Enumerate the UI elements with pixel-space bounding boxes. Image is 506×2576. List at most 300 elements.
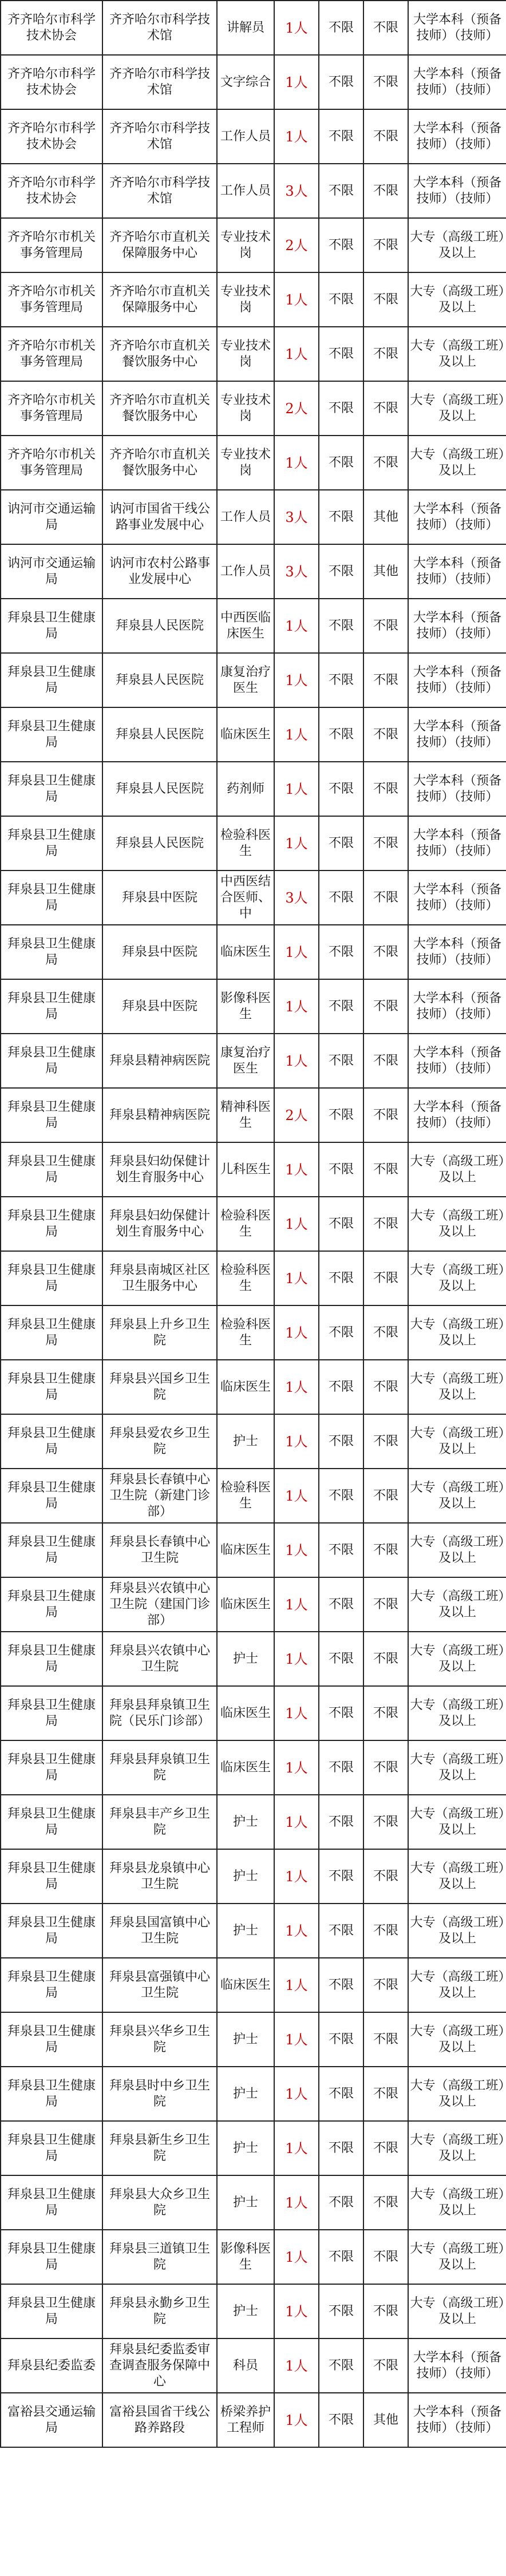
unit-cell: 拜泉县兴华乡卫生院 <box>102 2012 217 2067</box>
other-requirement-cell: 不限 <box>363 1469 408 1523</box>
unit-cell: 齐齐哈尔市科学技术馆 <box>102 55 217 109</box>
department-cell: 拜泉县卫生健康局 <box>1 2230 102 2284</box>
other-requirement-cell: 不限 <box>363 1958 408 2012</box>
unit-cell: 拜泉县人民医院 <box>102 762 217 816</box>
other-requirement-cell: 不限 <box>363 1414 408 1469</box>
requirement-cell: 不限 <box>319 2067 363 2121</box>
department-cell: 齐齐哈尔市机关事务管理局 <box>1 436 102 490</box>
table-body <box>1 1 506 2447</box>
education-cell: 大学本科（预备技师）（技师） <box>408 870 506 925</box>
unit-cell: 拜泉县拜泉镇卫生院 <box>102 1740 217 1795</box>
department-cell: 拜泉县卫生健康局 <box>1 2067 102 2121</box>
position-cell: 工作人员 <box>217 164 274 218</box>
education-cell: 大专（高级工班）及以上 <box>408 1849 506 1904</box>
headcount-cell: 2人 <box>274 218 319 272</box>
requirement-cell: 不限 <box>319 164 363 218</box>
other-requirement-cell: 不限 <box>363 1795 408 1849</box>
position-cell: 检验科医生 <box>217 1197 274 1251</box>
department-cell: 拜泉县卫生健康局 <box>1 925 102 979</box>
education-cell: 大学本科（预备技师）（技师） <box>408 164 506 218</box>
headcount-cell: 1人 <box>274 2338 319 2393</box>
department-cell: 拜泉县卫生健康局 <box>1 1577 102 1632</box>
requirement-cell: 不限 <box>319 2230 363 2284</box>
education-cell: 大学本科（预备技师）（技师） <box>408 1 506 55</box>
education-cell: 大学本科（预备技师）（技师） <box>408 762 506 816</box>
education-cell: 大学本科（预备技师）（技师） <box>408 544 506 599</box>
position-cell: 检验科医生 <box>217 816 274 870</box>
position-cell: 护士 <box>217 1904 274 1958</box>
headcount-cell: 1人 <box>274 925 319 979</box>
position-cell: 护士 <box>217 2121 274 2175</box>
department-cell: 拜泉县卫生健康局 <box>1 2121 102 2175</box>
education-cell: 大专（高级工班）及以上 <box>408 1523 506 1577</box>
position-cell: 工作人员 <box>217 544 274 599</box>
other-requirement-cell: 其他 <box>363 2393 408 2447</box>
department-cell: 拜泉县卫生健康局 <box>1 599 102 653</box>
position-cell: 临床医生 <box>217 925 274 979</box>
requirement-cell: 不限 <box>319 1904 363 1958</box>
position-cell: 中西医临床医生 <box>217 599 274 653</box>
requirement-cell: 不限 <box>319 1142 363 1197</box>
education-cell: 大专（高级工班）及以上 <box>408 1469 506 1523</box>
requirement-cell: 不限 <box>319 599 363 653</box>
headcount-cell: 1人 <box>274 816 319 870</box>
position-cell: 中西医结合医师、中 <box>217 870 274 925</box>
unit-cell: 齐齐哈尔市科学技术馆 <box>102 1 217 55</box>
education-cell: 大专（高级工班）及以上 <box>408 1740 506 1795</box>
requirement-cell: 不限 <box>319 327 363 381</box>
table-row <box>1 1088 506 1142</box>
position-cell: 药剂师 <box>217 762 274 816</box>
department-cell: 齐齐哈尔市机关事务管理局 <box>1 218 102 272</box>
department-cell: 拜泉县卫生健康局 <box>1 2175 102 2230</box>
other-requirement-cell: 不限 <box>363 2230 408 2284</box>
position-cell: 检验科医生 <box>217 1469 274 1523</box>
other-requirement-cell: 不限 <box>363 2012 408 2067</box>
position-cell: 影像科医生 <box>217 979 274 1034</box>
department-cell: 齐齐哈尔市机关事务管理局 <box>1 381 102 436</box>
position-cell: 护士 <box>217 1849 274 1904</box>
requirement-cell: 不限 <box>319 2175 363 2230</box>
unit-cell: 拜泉县妇幼保健计划生育服务中心 <box>102 1142 217 1197</box>
requirement-cell: 不限 <box>319 925 363 979</box>
education-cell: 大专（高级工班）及以上 <box>408 327 506 381</box>
department-cell: 拜泉县卫生健康局 <box>1 653 102 707</box>
other-requirement-cell: 不限 <box>363 870 408 925</box>
requirement-cell: 不限 <box>319 1 363 55</box>
unit-cell: 齐齐哈尔市科学技术馆 <box>102 164 217 218</box>
requirement-cell: 不限 <box>319 653 363 707</box>
headcount-cell: 1人 <box>274 707 319 762</box>
headcount-cell: 1人 <box>274 1795 319 1849</box>
requirement-cell: 不限 <box>319 979 363 1034</box>
department-cell: 富裕县交通运输局 <box>1 2393 102 2447</box>
education-cell: 大学本科（预备技师）（技师） <box>408 653 506 707</box>
table-row <box>1 2012 506 2067</box>
unit-cell: 齐齐哈尔市直机关保障服务中心 <box>102 218 217 272</box>
position-cell: 讲解员 <box>217 1 274 55</box>
position-cell: 临床医生 <box>217 1686 274 1740</box>
position-cell: 精神科医生 <box>217 1088 274 1142</box>
table-row <box>1 1360 506 1414</box>
department-cell: 拜泉县卫生健康局 <box>1 1088 102 1142</box>
table-row <box>1 1197 506 1251</box>
table-row <box>1 1251 506 1305</box>
requirement-cell: 不限 <box>319 490 363 544</box>
other-requirement-cell: 不限 <box>363 436 408 490</box>
education-cell: 大学本科（预备技师）（技师） <box>408 109 506 164</box>
table-row <box>1 1469 506 1523</box>
table-row <box>1 490 506 544</box>
department-cell: 拜泉县卫生健康局 <box>1 1360 102 1414</box>
unit-cell: 拜泉县精神病医院 <box>102 1088 217 1142</box>
department-cell: 拜泉县卫生健康局 <box>1 1523 102 1577</box>
education-cell: 大专（高级工班）及以上 <box>408 1904 506 1958</box>
education-cell: 大专（高级工班）及以上 <box>408 2012 506 2067</box>
requirement-cell: 不限 <box>319 1577 363 1632</box>
education-cell: 大专（高级工班）及以上 <box>408 218 506 272</box>
headcount-cell: 1人 <box>274 1958 319 2012</box>
requirement-cell: 不限 <box>319 2393 363 2447</box>
department-cell: 齐齐哈尔市机关事务管理局 <box>1 327 102 381</box>
headcount-cell: 1人 <box>274 2393 319 2447</box>
headcount-cell: 1人 <box>274 2012 319 2067</box>
table-row <box>1 2393 506 2447</box>
department-cell: 拜泉县卫生健康局 <box>1 1795 102 1849</box>
table-row <box>1 55 506 109</box>
education-cell: 大专（高级工班）及以上 <box>408 1577 506 1632</box>
headcount-cell: 3人 <box>274 544 319 599</box>
table-row <box>1 979 506 1034</box>
department-cell: 拜泉县卫生健康局 <box>1 1305 102 1360</box>
other-requirement-cell: 不限 <box>363 218 408 272</box>
position-cell: 专业技术岗 <box>217 218 274 272</box>
headcount-cell: 1人 <box>274 1523 319 1577</box>
other-requirement-cell: 不限 <box>363 1523 408 1577</box>
requirement-cell: 不限 <box>319 2121 363 2175</box>
department-cell: 齐齐哈尔市科学技术协会 <box>1 109 102 164</box>
other-requirement-cell: 不限 <box>363 1360 408 1414</box>
requirement-cell: 不限 <box>319 272 363 327</box>
table-row <box>1 164 506 218</box>
position-cell: 临床医生 <box>217 1958 274 2012</box>
education-cell: 大学本科（预备技师）（技师） <box>408 1034 506 1088</box>
department-cell: 拜泉县卫生健康局 <box>1 1740 102 1795</box>
headcount-cell: 2人 <box>274 381 319 436</box>
requirement-cell: 不限 <box>319 1958 363 2012</box>
table-row <box>1 436 506 490</box>
unit-cell: 拜泉县国富镇中心卫生院 <box>102 1904 217 1958</box>
requirement-cell: 不限 <box>319 1849 363 1904</box>
headcount-cell: 1人 <box>274 1577 319 1632</box>
position-cell: 护士 <box>217 1632 274 1686</box>
table-row <box>1 2338 506 2393</box>
education-cell: 大学本科（预备技师）（技师） <box>408 1088 506 1142</box>
education-cell: 大专（高级工班）及以上 <box>408 1142 506 1197</box>
headcount-cell: 1人 <box>274 55 319 109</box>
education-cell: 大专（高级工班）及以上 <box>408 1305 506 1360</box>
position-cell: 专业技术岗 <box>217 272 274 327</box>
education-cell: 大专（高级工班）及以上 <box>408 436 506 490</box>
education-cell: 大专（高级工班）及以上 <box>408 1632 506 1686</box>
education-cell: 大学本科（预备技师）（技师） <box>408 599 506 653</box>
other-requirement-cell: 不限 <box>363 599 408 653</box>
other-requirement-cell: 不限 <box>363 653 408 707</box>
education-cell: 大专（高级工班）及以上 <box>408 2121 506 2175</box>
requirement-cell: 不限 <box>319 1251 363 1305</box>
position-cell: 护士 <box>217 2067 274 2121</box>
unit-cell: 拜泉县南城区社区卫生服务中心 <box>102 1251 217 1305</box>
headcount-cell: 1人 <box>274 1740 319 1795</box>
unit-cell: 齐齐哈尔市直机关餐饮服务中心 <box>102 381 217 436</box>
education-cell: 大学本科（预备技师）（技师） <box>408 2338 506 2393</box>
education-cell: 大专（高级工班）及以上 <box>408 381 506 436</box>
other-requirement-cell: 不限 <box>363 1142 408 1197</box>
table-row <box>1 653 506 707</box>
unit-cell: 齐齐哈尔市直机关保障服务中心 <box>102 272 217 327</box>
table-row <box>1 2284 506 2338</box>
headcount-cell: 1人 <box>274 1849 319 1904</box>
position-cell: 桥梁养护工程师 <box>217 2393 274 2447</box>
unit-cell: 拜泉县兴农镇中心卫生院（建国门诊部） <box>102 1577 217 1632</box>
table-row <box>1 1414 506 1469</box>
department-cell: 拜泉县卫生健康局 <box>1 1904 102 1958</box>
table-row <box>1 1305 506 1360</box>
requirement-cell: 不限 <box>319 1088 363 1142</box>
headcount-cell: 1人 <box>274 979 319 1034</box>
headcount-cell: 1人 <box>274 1632 319 1686</box>
unit-cell: 拜泉县上升乡卫生院 <box>102 1305 217 1360</box>
headcount-cell: 1人 <box>274 2175 319 2230</box>
department-cell: 拜泉县卫生健康局 <box>1 1414 102 1469</box>
headcount-cell: 1人 <box>274 599 319 653</box>
department-cell: 拜泉县卫生健康局 <box>1 2012 102 2067</box>
requirement-cell: 不限 <box>319 707 363 762</box>
table-row <box>1 707 506 762</box>
headcount-cell: 1人 <box>274 1034 319 1088</box>
headcount-cell: 1人 <box>274 1360 319 1414</box>
headcount-cell: 1人 <box>274 2284 319 2338</box>
headcount-cell: 2人 <box>274 1088 319 1142</box>
position-cell: 儿科医生 <box>217 1142 274 1197</box>
other-requirement-cell: 其他 <box>363 544 408 599</box>
department-cell: 拜泉县卫生健康局 <box>1 979 102 1034</box>
requirement-cell: 不限 <box>319 381 363 436</box>
unit-cell: 讷河市国省干线公路事业发展中心 <box>102 490 217 544</box>
unit-cell: 拜泉县中医院 <box>102 979 217 1034</box>
table-row <box>1 2230 506 2284</box>
other-requirement-cell: 不限 <box>363 2338 408 2393</box>
education-cell: 大学本科（预备技师）（技师） <box>408 2393 506 2447</box>
other-requirement-cell: 其他 <box>363 490 408 544</box>
other-requirement-cell: 不限 <box>363 1197 408 1251</box>
table-row <box>1 1795 506 1849</box>
table-row <box>1 2175 506 2230</box>
requirement-cell: 不限 <box>319 1305 363 1360</box>
unit-cell: 拜泉县丰产乡卫生院 <box>102 1795 217 1849</box>
requirement-cell: 不限 <box>319 2012 363 2067</box>
education-cell: 大学本科（预备技师）（技师） <box>408 490 506 544</box>
education-cell: 大专（高级工班）及以上 <box>408 1958 506 2012</box>
unit-cell: 齐齐哈尔市直机关餐饮服务中心 <box>102 327 217 381</box>
department-cell: 齐齐哈尔市科学技术协会 <box>1 164 102 218</box>
other-requirement-cell: 不限 <box>363 1251 408 1305</box>
unit-cell: 拜泉县中医院 <box>102 870 217 925</box>
unit-cell: 拜泉县兴国乡卫生院 <box>102 1360 217 1414</box>
position-cell: 影像科医生 <box>217 2230 274 2284</box>
department-cell: 拜泉县卫生健康局 <box>1 816 102 870</box>
table-row <box>1 272 506 327</box>
department-cell: 拜泉县纪委监委 <box>1 2338 102 2393</box>
position-cell: 护士 <box>217 2012 274 2067</box>
department-cell: 讷河市交通运输局 <box>1 544 102 599</box>
unit-cell: 拜泉县爱农乡卫生院 <box>102 1414 217 1469</box>
other-requirement-cell: 不限 <box>363 1034 408 1088</box>
requirement-cell: 不限 <box>319 436 363 490</box>
requirement-cell: 不限 <box>319 1632 363 1686</box>
requirement-cell: 不限 <box>319 544 363 599</box>
position-cell: 护士 <box>217 2284 274 2338</box>
unit-cell: 拜泉县人民医院 <box>102 599 217 653</box>
headcount-cell: 1人 <box>274 1197 319 1251</box>
position-cell: 专业技术岗 <box>217 327 274 381</box>
headcount-cell: 1人 <box>274 1251 319 1305</box>
other-requirement-cell: 不限 <box>363 1088 408 1142</box>
table-row <box>1 1142 506 1197</box>
position-cell: 工作人员 <box>217 109 274 164</box>
unit-cell: 拜泉县长春镇中心卫生院 <box>102 1523 217 1577</box>
department-cell: 拜泉县卫生健康局 <box>1 762 102 816</box>
unit-cell: 拜泉县三道镇卫生院 <box>102 2230 217 2284</box>
unit-cell: 拜泉县兴农镇中心卫生院 <box>102 1632 217 1686</box>
unit-cell: 拜泉县新生乡卫生院 <box>102 2121 217 2175</box>
unit-cell: 拜泉县永勤乡卫生院 <box>102 2284 217 2338</box>
unit-cell: 齐齐哈尔市科学技术馆 <box>102 109 217 164</box>
other-requirement-cell: 不限 <box>363 1 408 55</box>
education-cell: 大专（高级工班）及以上 <box>408 2175 506 2230</box>
headcount-cell: 1人 <box>274 1686 319 1740</box>
position-cell: 工作人员 <box>217 490 274 544</box>
headcount-cell: 1人 <box>274 1142 319 1197</box>
department-cell: 拜泉县卫生健康局 <box>1 870 102 925</box>
table-row <box>1 381 506 436</box>
table-row <box>1 1523 506 1577</box>
position-cell: 护士 <box>217 2175 274 2230</box>
position-cell: 专业技术岗 <box>217 436 274 490</box>
position-cell: 康复治疗医生 <box>217 653 274 707</box>
education-cell: 大学本科（预备技师）（技师） <box>408 816 506 870</box>
other-requirement-cell: 不限 <box>363 979 408 1034</box>
unit-cell: 拜泉县人民医院 <box>102 653 217 707</box>
education-cell: 大专（高级工班）及以上 <box>408 2230 506 2284</box>
position-cell: 科员 <box>217 2338 274 2393</box>
other-requirement-cell: 不限 <box>363 1305 408 1360</box>
education-cell: 大专（高级工班）及以上 <box>408 1360 506 1414</box>
position-cell: 临床医生 <box>217 707 274 762</box>
table-row <box>1 1686 506 1740</box>
table-row <box>1 816 506 870</box>
department-cell: 拜泉县卫生健康局 <box>1 1034 102 1088</box>
table-row <box>1 1 506 55</box>
requirement-cell: 不限 <box>319 1034 363 1088</box>
table-row <box>1 327 506 381</box>
table-row <box>1 1034 506 1088</box>
table-row <box>1 925 506 979</box>
unit-cell: 讷河市农村公路事业发展中心 <box>102 544 217 599</box>
other-requirement-cell: 不限 <box>363 1686 408 1740</box>
headcount-cell: 1人 <box>274 272 319 327</box>
requirement-cell: 不限 <box>319 1469 363 1523</box>
position-cell: 临床医生 <box>217 1740 274 1795</box>
department-cell: 齐齐哈尔市科学技术协会 <box>1 55 102 109</box>
requirement-cell: 不限 <box>319 109 363 164</box>
requirement-cell: 不限 <box>319 1795 363 1849</box>
unit-cell: 拜泉县人民医院 <box>102 707 217 762</box>
department-cell: 拜泉县卫生健康局 <box>1 1251 102 1305</box>
education-cell: 大专（高级工班）及以上 <box>408 2284 506 2338</box>
table-row <box>1 1958 506 2012</box>
position-cell: 临床医生 <box>217 1360 274 1414</box>
headcount-cell: 1人 <box>274 109 319 164</box>
education-cell: 大学本科（预备技师）（技师） <box>408 55 506 109</box>
unit-cell: 拜泉县时中乡卫生院 <box>102 2067 217 2121</box>
table-row <box>1 2121 506 2175</box>
position-cell: 护士 <box>217 1414 274 1469</box>
requirement-cell: 不限 <box>319 2338 363 2393</box>
table-row <box>1 1577 506 1632</box>
headcount-cell: 1人 <box>274 436 319 490</box>
other-requirement-cell: 不限 <box>363 1849 408 1904</box>
other-requirement-cell: 不限 <box>363 1632 408 1686</box>
other-requirement-cell: 不限 <box>363 272 408 327</box>
position-cell: 临床医生 <box>217 1577 274 1632</box>
headcount-cell: 1人 <box>274 762 319 816</box>
unit-cell: 拜泉县长春镇中心卫生院（新建门诊部） <box>102 1469 217 1523</box>
requirement-cell: 不限 <box>319 870 363 925</box>
headcount-cell: 1人 <box>274 653 319 707</box>
other-requirement-cell: 不限 <box>363 925 408 979</box>
table-row <box>1 218 506 272</box>
unit-cell: 富裕县国省干线公路养路段 <box>102 2393 217 2447</box>
position-cell: 临床医生 <box>217 1523 274 1577</box>
department-cell: 拜泉县卫生健康局 <box>1 1849 102 1904</box>
unit-cell: 拜泉县妇幼保健计划生育服务中心 <box>102 1197 217 1251</box>
education-cell: 大专（高级工班）及以上 <box>408 1251 506 1305</box>
headcount-cell: 1人 <box>274 2230 319 2284</box>
position-cell: 检验科医生 <box>217 1251 274 1305</box>
other-requirement-cell: 不限 <box>363 381 408 436</box>
headcount-cell: 3人 <box>274 164 319 218</box>
headcount-cell: 3人 <box>274 870 319 925</box>
table-row <box>1 599 506 653</box>
other-requirement-cell: 不限 <box>363 2284 408 2338</box>
table-row <box>1 109 506 164</box>
department-cell: 拜泉县卫生健康局 <box>1 707 102 762</box>
other-requirement-cell: 不限 <box>363 762 408 816</box>
headcount-cell: 1人 <box>274 1305 319 1360</box>
table-row <box>1 2067 506 2121</box>
requirement-cell: 不限 <box>319 762 363 816</box>
position-cell: 康复治疗医生 <box>217 1034 274 1088</box>
headcount-cell: 1人 <box>274 1469 319 1523</box>
headcount-cell: 1人 <box>274 1904 319 1958</box>
requirement-cell: 不限 <box>319 2284 363 2338</box>
position-cell: 专业技术岗 <box>217 381 274 436</box>
table-row <box>1 1632 506 1686</box>
other-requirement-cell: 不限 <box>363 816 408 870</box>
other-requirement-cell: 不限 <box>363 1740 408 1795</box>
department-cell: 拜泉县卫生健康局 <box>1 1469 102 1523</box>
